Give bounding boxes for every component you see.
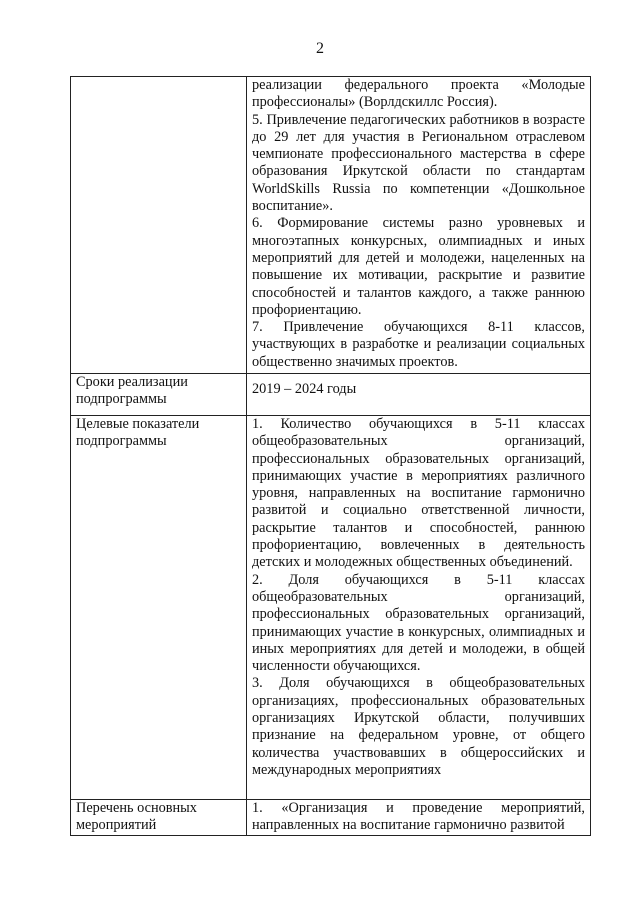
table-row-continued	[71, 77, 591, 374]
events-item-clip	[252, 800, 585, 832]
empty-label-cell	[71, 77, 247, 374]
period-value: 2019 – 2024 годы	[247, 374, 591, 416]
table-row-indicators	[71, 416, 591, 800]
task-paragraph-5: 5. Привлечение педагогических работников в возрасте до 29 лет для участия в Региональном отраслевом чемпионате профессионального мастерства в сфере образования Иркутской области по стандартам WorldSkills Russia по компетенции «Дошкольное воспитание».	[252, 111, 585, 215]
event-item-1: 1. «Организация и проведение мероприятий, направленных на воспитание гармонично развитой	[252, 800, 585, 832]
task-paragraph-continued: реализации федерального проекта «Молодые профессионалы» (Ворлдскиллс Россия).	[252, 77, 585, 111]
task-paragraph-7: 7. Привлечение обучающихся 8-11 классов, участвующих в разработке и реализации социальных общественно значимых проектов.	[252, 319, 585, 370]
tasks-continued-cell	[247, 77, 591, 374]
events-label: Перечень основных мероприятий	[71, 800, 247, 836]
indicator-item-1: 1. Количество обучающихся в 5-11 классах общеобразовательных организаций, профессиональных образовательных организаций, принимающих участие в мероприятиях различного уровня, направленных на воспитание гармонично развитой и социально ответственной личности, раскрытие талантов и способностей, раннюю профориентацию, вовлеченных в деятельность детских и молодежных общественных объединений.	[252, 416, 585, 571]
indicators-label: Целевые показатели подпрограммы	[71, 416, 247, 800]
table-row-events	[71, 800, 591, 836]
page-number: 2	[316, 40, 324, 57]
events-cell	[247, 800, 591, 836]
task-paragraph-6: 6. Формирование системы разно уровневых и многоэтапных конкурсных, олимпиадных и иных мероприятий для детей и молодежи, нацеленных на повышение их мотивации, раскрытие и развитие способностей и талантов каждого, а также раннюю профориентацию.	[252, 215, 585, 318]
indicator-item-2: 2. Доля обучающихся в 5-11 классах общеобразовательных организаций, профессиональных образовательных организаций, принимающих участие в конкурсных, олимпиадных и иных мероприятиях для детей и молодежи, в общей численности обучающихся.	[252, 571, 585, 675]
indicator-item-3: 3. Доля обучающихся в общеобразовательных организациях, профессиональных образовательных организациях Иркутской области, получивших признание на федеральном уровне, от общего количества участвовавших в общероссийских и международных мероприятиях	[252, 675, 585, 778]
table-row-period	[71, 374, 591, 416]
indicators-cell	[247, 416, 591, 800]
period-label: Сроки реализации подпрограммы	[71, 374, 247, 416]
passport-table	[70, 76, 591, 836]
